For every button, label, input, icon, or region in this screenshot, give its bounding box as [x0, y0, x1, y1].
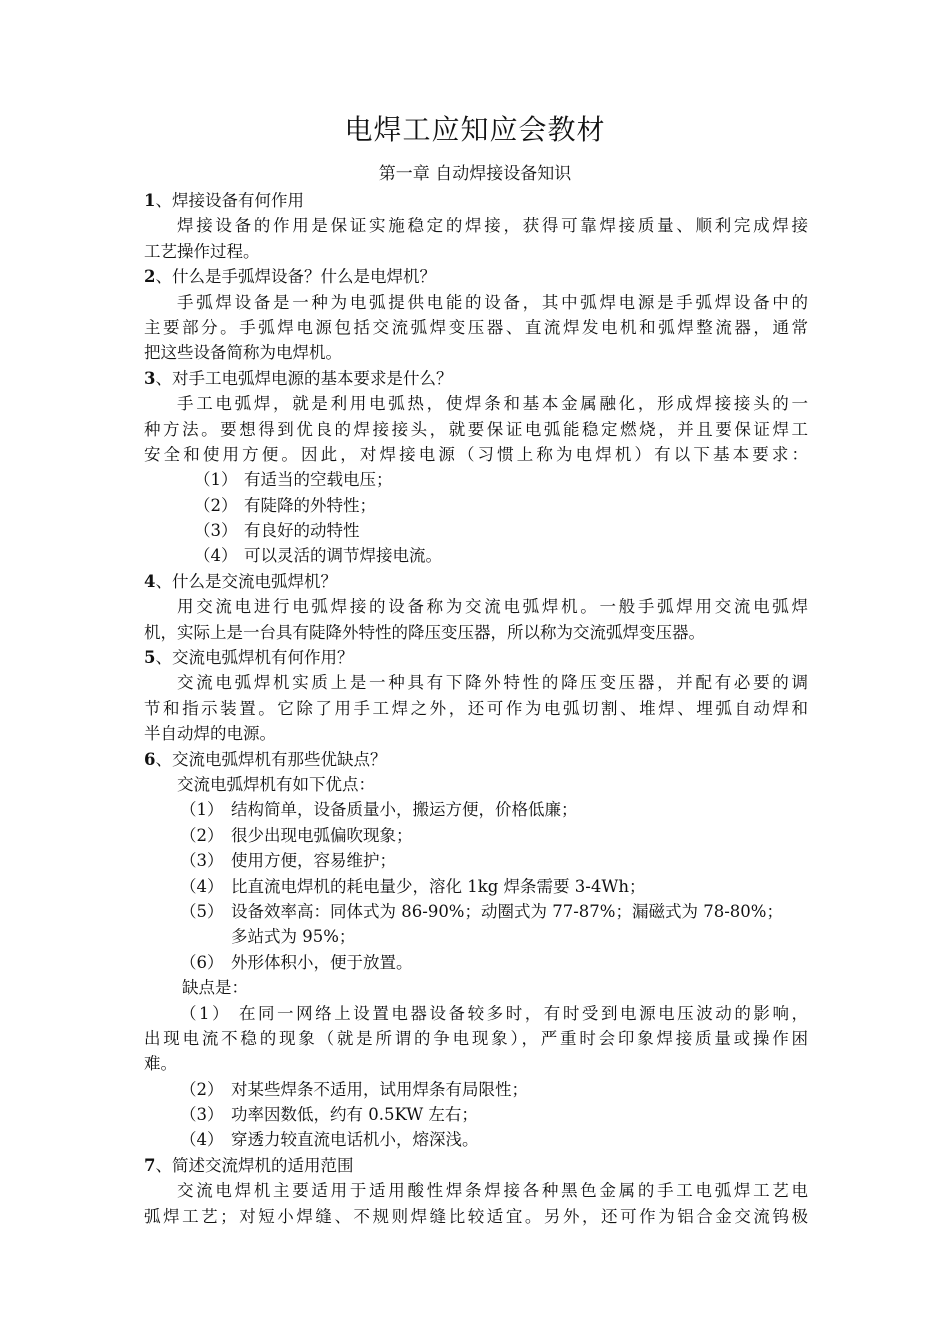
paragraph-line: 缺点是：	[182, 978, 248, 998]
list-item-continuation: 多站式为 95%；	[231, 927, 356, 947]
list-item: （1） 在同一网络上设置电器设备较多时，有时受到电源电压波动的影响，	[180, 1003, 808, 1023]
paragraph-line: 焊接设备的作用是保证实施稳定的焊接，获得可靠焊接质量、顺利完成焊接	[177, 216, 808, 236]
section-heading: 4、什么是交流电弧焊机？	[144, 571, 337, 591]
paragraph-line: 出现电流不稳的现象（就是所谓的争电现象），严重时会印象焊接质量或操作困	[144, 1028, 808, 1048]
section-heading: 3、对手工电弧焊电源的基本要求是什么？	[144, 368, 453, 388]
paragraph-line: 工艺操作过程。	[144, 241, 260, 261]
list-item: （4） 穿透力较直流电话机小，熔深浅。	[180, 1130, 479, 1150]
paragraph-line: 交流电焊机主要适用于适用酸性焊条焊接各种黑色金属的手工电弧焊工艺电	[177, 1181, 808, 1201]
list-item: （6） 外形体积小，便于放置。	[180, 952, 413, 972]
paragraph-line: 手工电弧焊，就是利用电弧热，使焊条和基本金属融化，形成焊接接头的一	[177, 394, 808, 414]
list-item: （2） 有陡降的外特性；	[194, 495, 376, 515]
paragraph-line: 节和指示装置。它除了用手工焊之外，还可作为电弧切割、堆焊、埋弧自动焊和	[144, 698, 808, 718]
section-heading: 2、什么是手弧焊设备？什么是电焊机？	[144, 267, 436, 287]
list-item: （4） 可以灵活的调节焊接电流。	[194, 546, 442, 566]
list-item: （3） 功率因数低，约有 0.5KW 左右；	[180, 1105, 478, 1125]
list-item: （1） 结构简单，设备质量小，搬运方便，价格低廉；	[180, 800, 578, 820]
section-heading: 7、简述交流焊机的适用范围	[144, 1155, 354, 1175]
paragraph-line: 半自动焊的电源。	[144, 724, 276, 744]
document-body	[144, 188, 808, 1229]
document-title: 电焊工应知应会教材	[344, 113, 606, 146]
paragraph-line: 主要部分。手弧焊电源包括交流弧焊变压器、直流焊发电机和弧焊整流器，通常	[144, 317, 808, 337]
paragraph-line: 交流电弧焊机有如下优点：	[177, 774, 375, 794]
list-item: （3） 有良好的动特性	[194, 521, 360, 541]
paragraph-line: 安全和使用方便。因此，对焊接电源（习惯上称为电焊机）有以下基本要求：	[144, 444, 808, 464]
list-item: （4） 比直流电焊机的耗电量少，溶化 1kg 焊条需要 3-4Wh；	[180, 876, 646, 896]
list-item: （3） 使用方便，容易维护；	[180, 851, 396, 871]
list-item: （5） 设备效率高：同体式为 86-90%；动圈式为 77-87%；漏磁式为 78-80%；	[180, 901, 783, 921]
paragraph-line: 手弧焊设备是一种为电弧提供电能的设备，其中弧焊电源是手弧焊设备中的	[177, 292, 808, 312]
section-heading: 1、焊接设备有何作用	[144, 191, 304, 210]
paragraph-line: 机，实际上是一台具有陡降外特性的降压变压器，所以称为交流弧焊变压器。	[144, 622, 705, 642]
section-heading: 5、交流电弧焊机有何作用？	[144, 648, 354, 668]
paragraph-line: 种方法。要想得到优良的焊接接头，就要保证电弧能稳定燃烧，并且要保证焊工	[144, 419, 808, 439]
paragraph-line: 用交流电进行电弧焊接的设备称为交流电弧焊机。一般手弧焊用交流电弧焊	[177, 597, 808, 617]
list-item: （2） 对某些焊条不适用，试用焊条有局限性；	[180, 1079, 528, 1099]
paragraph-line: 把这些设备简称为电焊机。	[144, 343, 342, 363]
paragraph-line: 弧焊工艺；对短小焊缝、不规则焊缝比较适宜。另外，还可作为铝合金交流钨极	[144, 1206, 808, 1226]
paragraph-line: 交流电弧焊机实质上是一种具有下降外特性的降压变压器，并配有必要的调	[177, 673, 808, 693]
chapter-heading: 第一章 自动焊接设备知识	[378, 164, 572, 184]
list-item: （1） 有适当的空载电压；	[194, 470, 393, 490]
section-heading: 6、交流电弧焊机有那些优缺点？	[144, 749, 387, 769]
paragraph-line: 难。	[144, 1054, 177, 1074]
list-item: （2） 很少出现电弧偏吹现象；	[180, 825, 413, 845]
